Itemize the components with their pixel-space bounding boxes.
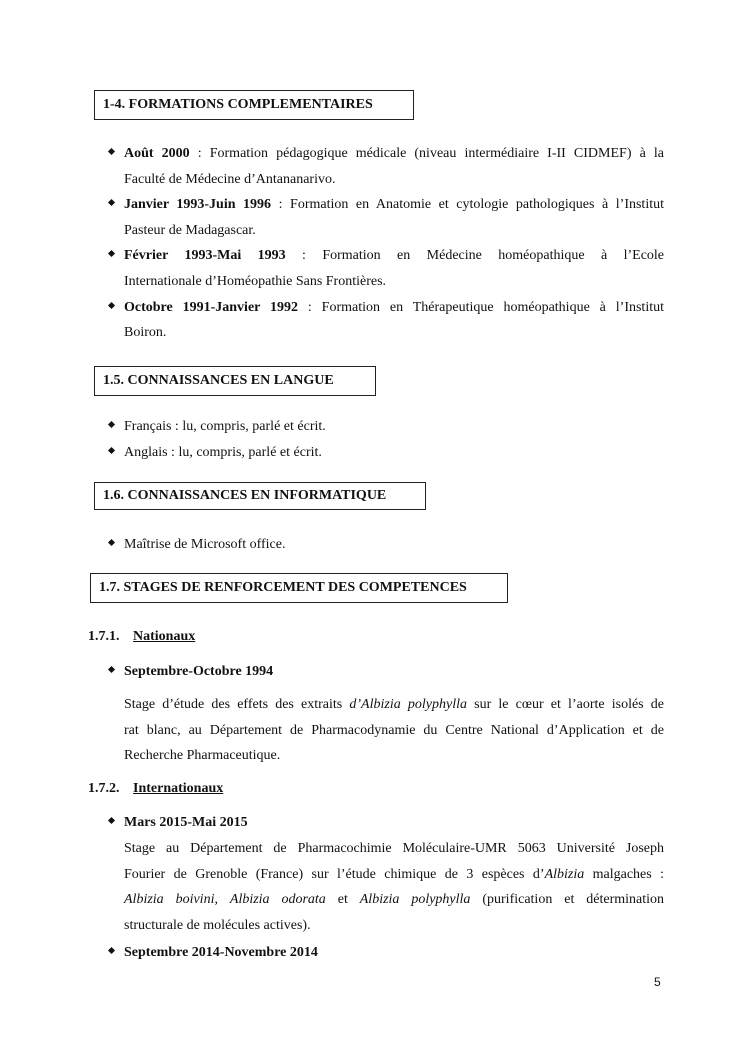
list-item: Anglais : lu, compris, parlé et écrit. — [106, 440, 664, 466]
langue-list — [106, 414, 664, 465]
list-item: Maîtrise de Microsoft office. — [106, 532, 664, 558]
nationaux-list — [106, 659, 664, 685]
section-heading-formations: 1-4. FORMATIONS COMPLEMENTAIRES — [94, 90, 414, 120]
bullet-icon — [108, 421, 115, 428]
internationaux-list-1 — [106, 810, 664, 836]
list-item: Janvier 1993-Juin 1996 : Formation en Anatomie et cytologie pathologiques à l’Institut Pasteur de Madagascar. — [106, 192, 664, 243]
bullet-icon — [108, 302, 115, 309]
bullet-icon — [108, 666, 115, 673]
list-item: Septembre-Octobre 1994 — [106, 659, 664, 685]
bullet-icon — [108, 447, 115, 454]
subsection-heading-internationaux: 1.7.2. Internationaux — [88, 781, 224, 796]
bullet-icon — [108, 148, 115, 155]
paragraph-internationaux: Stage au Département de Pharmacochimie Moléculaire-UMR 5063 Université Joseph Fourier de Grenoble (France) sur l’étude chimique de 3 espèces d’Albizia malgaches : Albizia boivini, Albizia odorata et Albizia polyphylla (purification et détermination structurale de molécules actives). — [124, 841, 665, 933]
internationaux-list-2 — [106, 940, 664, 966]
formations-list — [106, 141, 664, 346]
bullet-icon — [108, 817, 115, 824]
list-item: Français : lu, compris, parlé et écrit. — [106, 414, 664, 440]
list-item: Octobre 1991-Janvier 1992 : Formation en Thérapeutique homéopathique à l’Institut Boiron. — [106, 295, 664, 346]
bullet-icon — [108, 947, 115, 954]
paragraph-nationaux: Stage d’étude des effets des extraits d’Albizia polyphylla sur le cœur et l’aorte isolés de rat blanc, au Département de Pharmacodynamie du Centre National d’Application et de Recherche Pharmaceutique. — [124, 697, 665, 764]
bullet-icon — [108, 539, 115, 546]
list-item: Février 1993-Mai 1993 : Formation en Médecine homéopathique à l’Ecole Internationale d’Homéopathie Sans Frontières. — [106, 243, 664, 294]
section-heading-langue: 1.5. CONNAISSANCES EN LANGUE — [94, 366, 376, 396]
section-heading-stages: 1.7. STAGES DE RENFORCEMENT DES COMPETENCES — [90, 573, 508, 603]
subsection-heading-nationaux: 1.7.1. Nationaux — [88, 629, 196, 644]
page-number: 5 — [654, 975, 661, 989]
list-item: Mars 2015-Mai 2015 — [106, 810, 664, 836]
bullet-icon — [108, 250, 115, 257]
list-item: Août 2000 : Formation pédagogique médicale (niveau intermédiaire I-II CIDMEF) à la Faculté de Médecine d’Antananarivo. — [106, 141, 664, 192]
informatique-list — [106, 532, 664, 558]
section-heading-informatique: 1.6. CONNAISSANCES EN INFORMATIQUE — [94, 482, 426, 510]
bullet-icon — [108, 199, 115, 206]
list-item: Septembre 2014-Novembre 2014 — [106, 940, 664, 966]
